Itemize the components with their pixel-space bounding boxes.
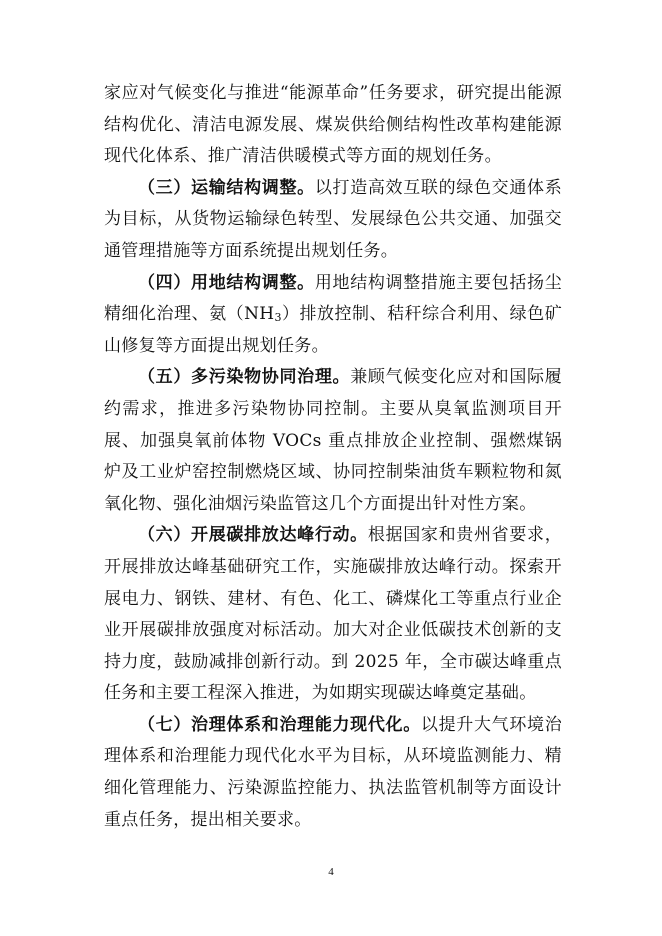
paragraph-text: 以打造高效互联的绿色交通体系为目标，从货物运输绿色转型、发展绿色公共交通、加强交通管理措施等方面系统提出规划任务。 (104, 177, 562, 261)
document-body (104, 78, 562, 836)
paragraph-multi-pollutant (104, 362, 562, 520)
section-heading-multi-pollutant: （五）多污染物协同治理。 (138, 367, 351, 388)
paragraph-energy-continuation (104, 78, 562, 173)
section-heading-transport: （三）运输结构调整。 (138, 177, 315, 198)
paragraph-text: 家应对气候变化与推进“能源革命”任务要求，研究提出能源结构优化、清洁电源发展、煤炭供给侧结构性改革构建能源现代化体系、推广清洁供暖模式等方面的规划任务。 (104, 83, 562, 167)
paragraph-transport-structure (104, 173, 562, 268)
paragraph-text: 用地结构调整措施主要包括扬尘精细化治理、氨（NH (104, 272, 562, 325)
section-heading-governance: （七）治理体系和治理能力现代化。 (138, 714, 421, 735)
paragraph-text: 以提升大气环境治理体系和治理能力现代化水平为目标，从环境监测能力、精细化管理能力、污染源监控能力、执法监管机制等方面设计重点任务，提出相关要求。 (104, 714, 562, 830)
subscript-3: 3 (274, 311, 282, 325)
paragraph-text: 兼顾气候变化应对和国际履约需求，推进多污染物协同控制。主要从臭氧监测项目开展、加强臭氧前体物 VOCs 重点排放企业控制、强燃煤锅炉及工业炉窑控制燃烧区域、协同控制柴油货车颗粒物和氮氧化物、强化油烟污染监管这几个方面提出针对性方案。 (104, 367, 562, 514)
paragraph-carbon-peak (104, 520, 562, 710)
paragraph-land-use-structure (104, 268, 562, 363)
section-heading-carbon-peak: （六）开展碳排放达峰行动。 (138, 525, 368, 546)
page-number: 4 (328, 866, 334, 878)
paragraph-text: ）排放控制、秸秆综合利用、绿色矿山修复等方面提出规划任务。 (104, 304, 562, 356)
paragraph-governance (104, 710, 562, 836)
paragraph-text: 根据国家和贵州省要求，开展排放达峰基础研究工作，实施碳排放达峰行动。探索开展电力、钢铁、建材、有色、化工、磷煤化工等重点行业企业开展碳排放强度对标活动。加大对企业低碳技术创新的支持力度，鼓励减排创新行动。到 2025 年，全市碳达峰重点任务和主要工程深入推进，为如期实现碳达峰奠定基础。 (104, 525, 562, 704)
section-heading-land-use: （四）用地结构调整。 (138, 272, 315, 293)
